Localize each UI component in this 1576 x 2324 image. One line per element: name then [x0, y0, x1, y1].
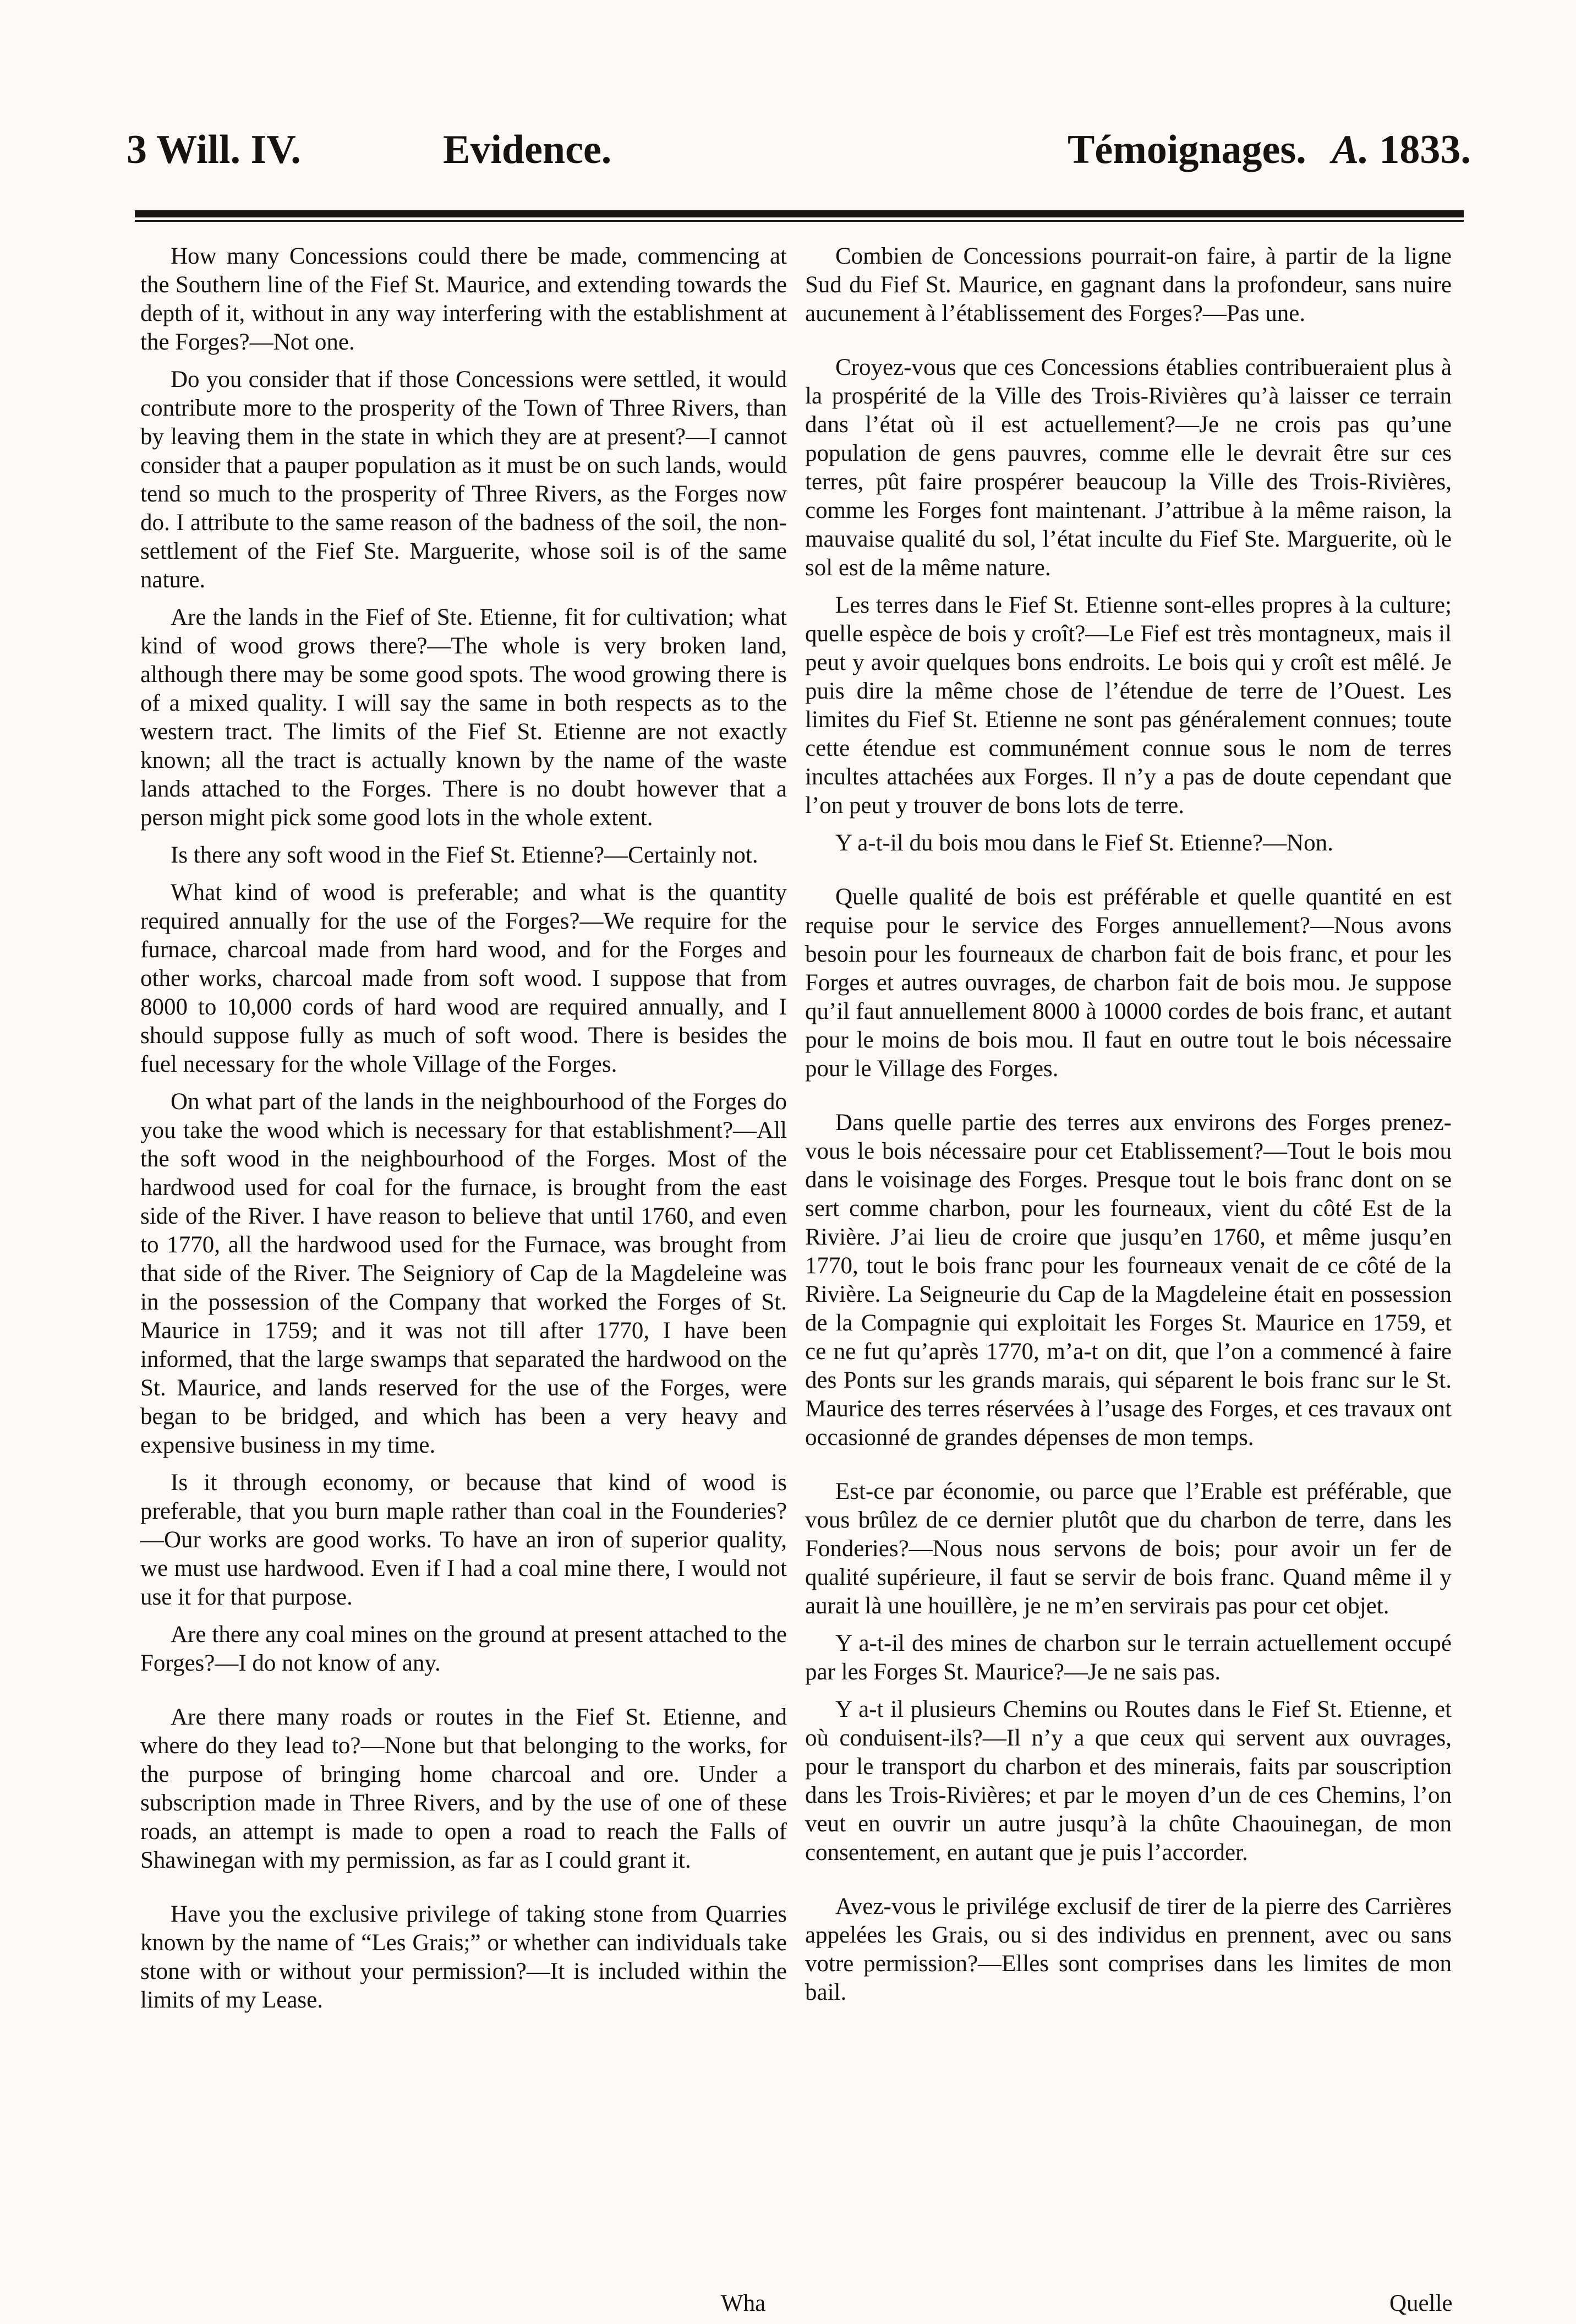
french-paragraph: Croyez-vous que ces Concessions établies contribueraient plus à la prospérité de la Ville des Trois-Rivières qu’à laisser ce terrain dans l’état où il est actuellement?—Je ne crois pas qu’une population de gens pauvres, comme elle le devrait être sur ces terres, pût faire prospérer beaucoup la Ville des Trois-Rivières, comme les Forges font maintenant. J’attribue à la même raison, la mauvaise qualité du sol, l’état inculte du Fief Ste. Marguerite, où le sol est de la même nature. — [805, 354, 1452, 581]
year-value: 1833. — [1379, 127, 1471, 172]
english-paragraph: Have you the exclusive privilege of taking stone from Quarries known by the name of “Les Grais;” or whether can individuals take stone with or without your permission?—It is included within the limits of my Lease. — [140, 1901, 787, 2013]
english-paragraph: Do you consider that if those Concessions were settled, it would contribute more to the prosperity of the Town of Three Rivers, than by leaving them in the state in which they are at present?—I cannot consider that a pauper population as it must be on such lands, would tend so much to the prosperity of Three Rivers, as the Forges now do. I attribute to the same reason of the badness of the soil, the non-settlement of the Fief Ste. Marguerite, whose soil is of the same nature. — [140, 367, 787, 593]
english-paragraph: Is it through economy, or because that kind of wood is preferable, that you burn maple rather than coal in the Founderies?—Our works are good works. To have an iron of superior quality, we must use hardwood. Even if I had a coal mine there, I would not use it for that purpose. — [140, 1470, 787, 1610]
english-paragraph: Are there any coal mines on the ground at present attached to the Forges?—I do not know of any. — [140, 1622, 787, 1676]
french-paragraph: Y a-t il plusieurs Chemins ou Routes dans le Fief St. Etienne, et où conduisent-ils?—Il n’y a que ceux qui servent aux ouvrages, pour le transport du charbon et des minerais, faits par souscription dans les Trois-Rivières; et par le moyen d’un de ces Chemins, l’on veut en ouvrir un autre jusqu’à la chûte Chaouinegan, de mon consentement, en autant que je puis l’accorder. — [805, 1696, 1452, 1865]
header-year — [1332, 127, 1471, 173]
english-column — [140, 242, 787, 2023]
english-paragraph: How many Concessions could there be made, commencing at the Southern line of the Fief St. Maurice, and extending towards the depth of it, without in any way interfering with the establishment at the Forges?—Not one. — [140, 243, 787, 355]
catchword-french: Quelle — [1389, 2290, 1453, 2316]
header-rule-thin — [135, 220, 1464, 222]
french-paragraph: Combien de Concessions pourrait-on faire, à partir de la ligne Sud du Fief St. Maurice, en gagnant dans la profondeur, sans nuire aucunement à l’établissement des Forges?—Pas une. — [805, 243, 1452, 326]
header-rule-thick — [135, 210, 1464, 217]
english-paragraph: On what part of the lands in the neighbourhood of the Forges do you take the wood which is necessary for that establishment?—All the soft wood in the neighbourhood of the Forges. Most of the hardwood used for coal for the furnace, is brought from the east side of the River. I have reason to believe that until 1760, and even to 1770, all the hardwood used for the Furnace, was brought from that side of the River. The Seigniory of Cap de la Magdeleine was in the possession of the Company that worked the Forges of St. Maurice in 1759; and it was not till after 1770, I have been informed, that the large swamps that separated the hardwood on the St. Maurice, and lands reserved for the use of the Forges, were began to be bridged, and which has been a very heavy and expensive business in my time. — [140, 1089, 787, 1458]
french-paragraph: Est-ce par économie, ou parce que l’Erable est préférable, que vous brûlez de ce dernier plutôt que du charbon de terre, dans les Fonderies?—Nous nous servons de bois; pour avoir un fer de qualité supérieure, il faut se servir de bois franc. Quand même il y aurait là une houillère, je ne m’en servirais pas pour cet objet. — [805, 1479, 1452, 1619]
header-title-english: Evidence. — [443, 127, 612, 172]
french-paragraph: Y a-t-il du bois mou dans le Fief St. Etienne?—Non. — [835, 830, 1333, 856]
english-paragraph: What kind of wood is preferable; and what is the quantity required annually for the use of the Forges?—We require for the furnace, charcoal made from hard wood, and for the Forges and other works, charcoal made from soft wood. I suppose that from 8000 to 10,000 cords of hard wood are required annually, and I should suppose fully as much of soft wood. There is besides the fuel necessary for the whole Village of the Forges. — [140, 880, 787, 1077]
french-paragraph: Dans quelle partie des terres aux environs des Forges prenez-vous le bois nécessaire pour cet Etablissement?—Tout le bois mou dans le voisinage des Forges. Presque tout le bois franc dont on se sert comme charbon, pour les fourneaux, vient du côté Est de la Rivière. J’ai lieu de croire que jusqu’en 1760, et même jusqu’en 1770, tout le bois franc pour les fourneaux venait de ce côté de la Rivière. La Seigneurie du Cap de la Magdeleine était en possession de la Compagnie qui exploitait les Forges St. Maurice en 1759, et ce ne fut qu’après 1770, m’a-t on dit, que l’on a commencé à faire des Ponts sur les grands marais, qui séparent le bois franc sur le St. Maurice des terres réservées à l’usage des Forges, et ces travaux ont occasionné de grandes dépenses de mon temps. — [805, 1110, 1452, 1450]
header-title-french: Témoignages. — [1068, 127, 1306, 172]
session-reference: 3 Will. IV. — [127, 127, 301, 172]
french-paragraph: Avez-vous le privilége exclusif de tirer de la pierre des Carrières appelées les Grais, ou si des individus en prennent, avec ou sans votre permission?—Elles sont comprises dans les limites de mon bail. — [805, 1894, 1452, 2005]
english-paragraph: Are there many roads or routes in the Fief St. Etienne, and where do they lead to?—None but that belonging to the works, for the purpose of bringing home charcoal and ore. Under a subscription made in Three Rivers, and by the use of one of these roads, an attempt is made to open a road to reach the Falls of Shawinegan with my permission, as far as I could grant it. — [140, 1704, 787, 1873]
appendix-letter: A. — [1332, 127, 1369, 172]
french-paragraph: Les terres dans le Fief St. Etienne sont-elles propres à la culture; quelle espèce de bois y croît?—Le Fief est très montagneux, mais il peut y avoir quelques bons endroits. Le bois qui y croît est mêlé. Je puis dire la même chose de l’étendue de terre de l’Ouest. Les limites du Fief St. Etienne ne sont pas généralement connues; toute cette étendue est communément connue sous le nom de terres incultes attachées aux Forges. Il n’y a pas de doute cependant que l’on peut y trouver de bons lots de terre. — [805, 592, 1452, 819]
french-paragraph: Y a-t-il des mines de charbon sur le terrain actuellement occupé par les Forges St. Maurice?—Je ne sais pas. — [805, 1630, 1452, 1685]
french-column — [805, 242, 1452, 2016]
english-paragraph: Are the lands in the Fief of Ste. Etienne, fit for cultivation; what kind of wood grows there?—The whole is very broken land, although there may be some good spots. The wood growing there is of a mixed quality. I will say the same in both respects as to the western tract. The limits of the Fief St. Etienne are not exactly known; all the tract is actually known by the name of the waste lands attached to the Forges. There is no doubt however that a person might pick some good lots in the whole extent. — [140, 604, 787, 831]
running-header — [127, 127, 1475, 193]
catchword-english: Wha — [721, 2290, 766, 2316]
french-paragraph: Quelle qualité de bois est préférable et quelle quantité en est requise pour le service des Forges annuellement?—Nous avons besoin pour les fourneaux de charbon fait de bois franc, et pour les Forges et autres ouvrages, de charbon fait de bois mou. Je suppose qu’il faut annuellement 8000 à 10000 cordes de bois franc, et autant pour le moins de bois mou. Il faut en outre tout le bois nécessaire pour le Village des Forges. — [805, 884, 1452, 1082]
english-paragraph: Is there any soft wood in the Fief St. Etienne?—Certainly not. — [171, 842, 758, 868]
